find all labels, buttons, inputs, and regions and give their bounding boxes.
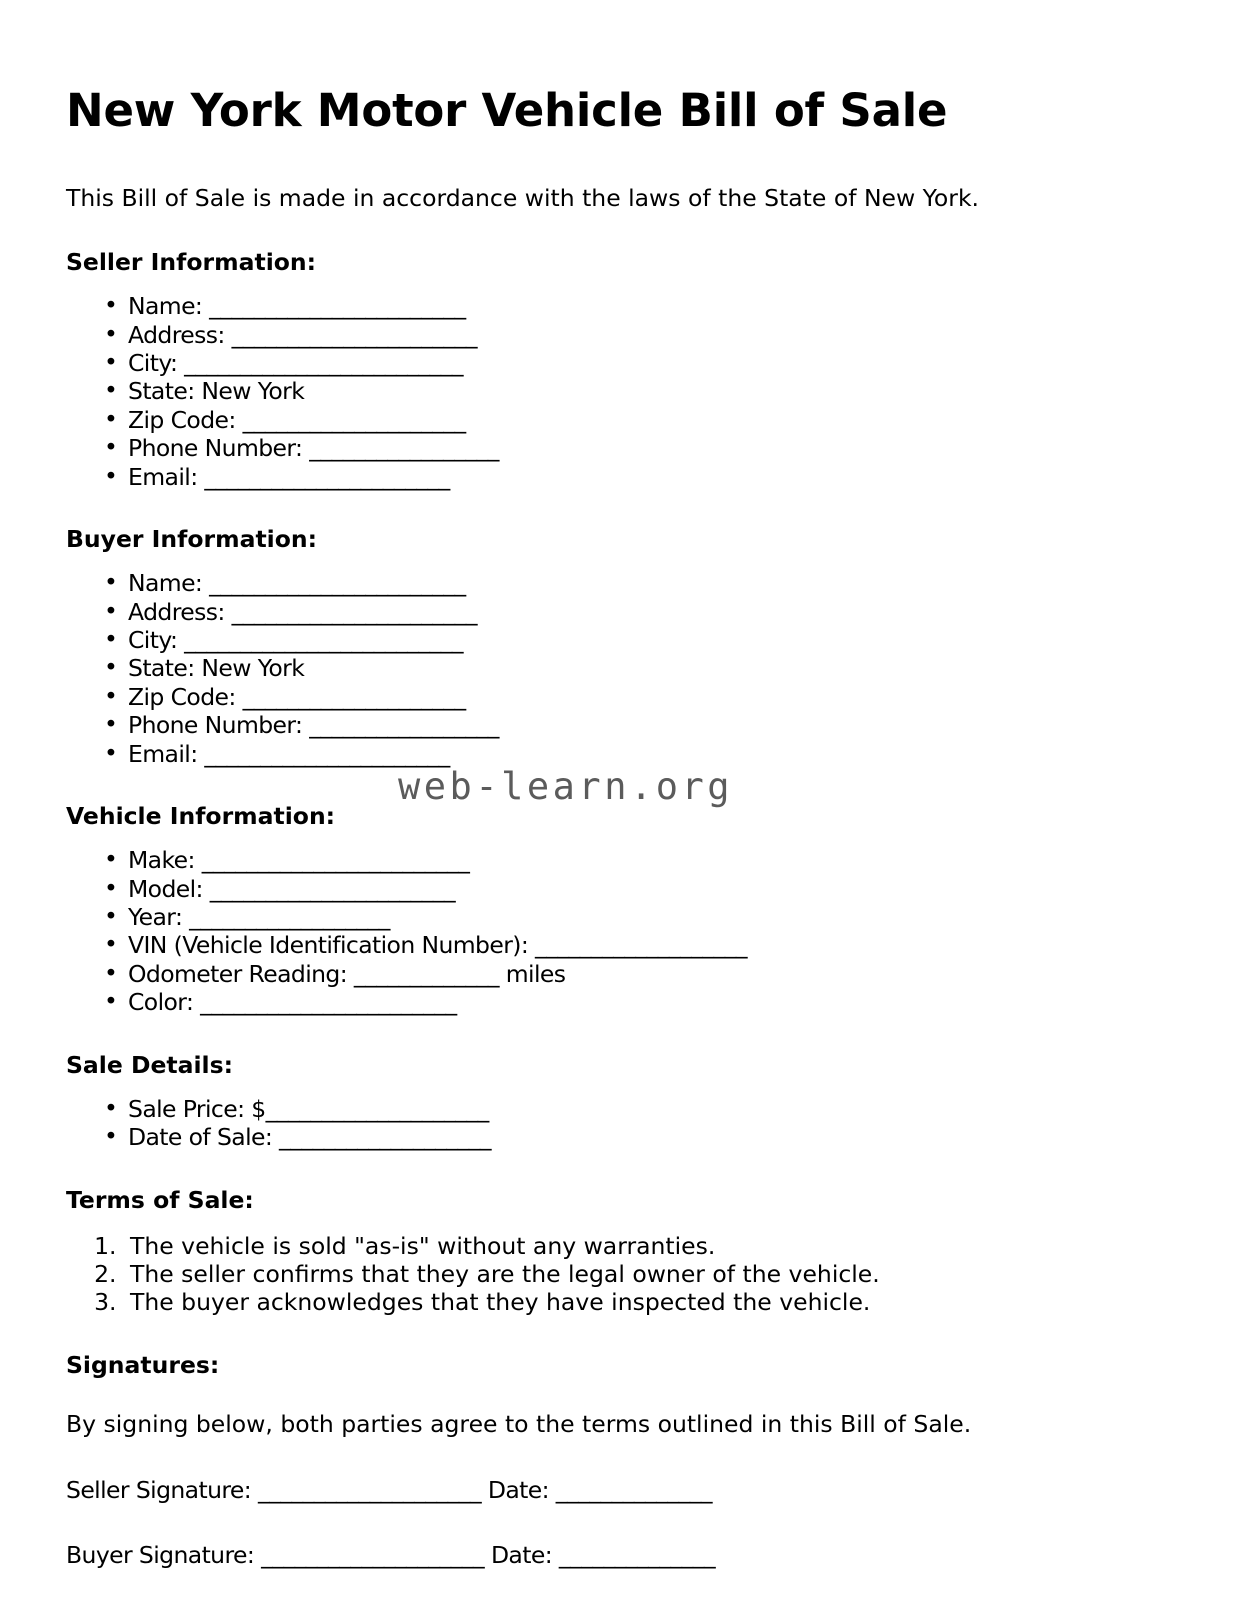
vehicle-field-model: • Model: ______________________ [104,875,1173,903]
terms-item: 1. The vehicle is sold "as-is" without any warranties. [124,1232,1173,1260]
vehicle-field-make: • Make: ________________________ [104,846,1173,874]
buyer-field-name: • Name: _______________________ [104,569,1173,597]
signatures-paragraph: By signing below, both parties agree to the terms outlined in this Bill of Sale. [66,1409,972,1438]
sale-details-heading: Sale Details: [66,1050,233,1079]
buyer-field-list [66,569,1173,768]
seller-field-list [66,292,1173,491]
seller-field-name: • Name: _______________________ [104,292,1173,320]
buyer-field-state: • State: New York [104,654,1173,682]
seller-information-heading: Seller Information: [66,248,317,277]
vehicle-field-color: • Color: _______________________ [104,988,1173,1016]
vehicle-field-year: • Year: __________________ [104,903,1173,931]
seller-field-state: • State: New York [104,377,1173,405]
intro-paragraph: This Bill of Sale is made in accordance with the laws of the State of New York. [66,183,980,212]
page-title: New York Motor Vehicle Bill of Sale [66,84,948,137]
vehicle-field-vin: • VIN (Vehicle Identification Number): ___________________ [104,931,1173,959]
vehicle-field-list [66,846,1173,1017]
sale-details-field-sale-price: • Sale Price: $____________________ [104,1095,1173,1123]
signatures-heading: Signatures: [66,1350,220,1379]
terms-item: 2. The seller confirms that they are the legal owner of the vehicle. [124,1260,1173,1288]
seller-field-email: • Email: ______________________ [104,463,1173,491]
vehicle-field-odometer-reading: • Odometer Reading: _____________ miles [104,960,1173,988]
sale-details-field-date-of-sale: • Date of Sale: ___________________ [104,1123,1173,1151]
seller-field-city: • City: _________________________ [104,349,1173,377]
seller-field-address: • Address: ______________________ [104,321,1173,349]
watermark-text: web-learn.org [398,765,734,808]
buyer-field-zip-code: • Zip Code: ____________________ [104,683,1173,711]
seller-signature-line: Seller Signature: ____________________ Date: ______________ [66,1476,712,1505]
buyer-field-city: • City: _________________________ [104,626,1173,654]
seller-field-zip-code: • Zip Code: ____________________ [104,406,1173,434]
terms-of-sale-list [66,1232,1173,1317]
buyer-field-phone-number: • Phone Number: _________________ [104,711,1173,739]
sale-details-field-list [66,1095,1173,1152]
buyer-field-email: • Email: ______________________ [104,740,1173,768]
buyer-signature-line: Buyer Signature: ____________________ Date: ______________ [66,1540,715,1569]
vehicle-information-heading: Vehicle Information: [66,802,336,831]
buyer-information-heading: Buyer Information: [66,525,318,554]
seller-field-phone-number: • Phone Number: _________________ [104,434,1173,462]
buyer-field-address: • Address: ______________________ [104,598,1173,626]
terms-item: 3. The buyer acknowledges that they have inspected the vehicle. [124,1288,1173,1316]
terms-of-sale-heading: Terms of Sale: [66,1185,254,1214]
